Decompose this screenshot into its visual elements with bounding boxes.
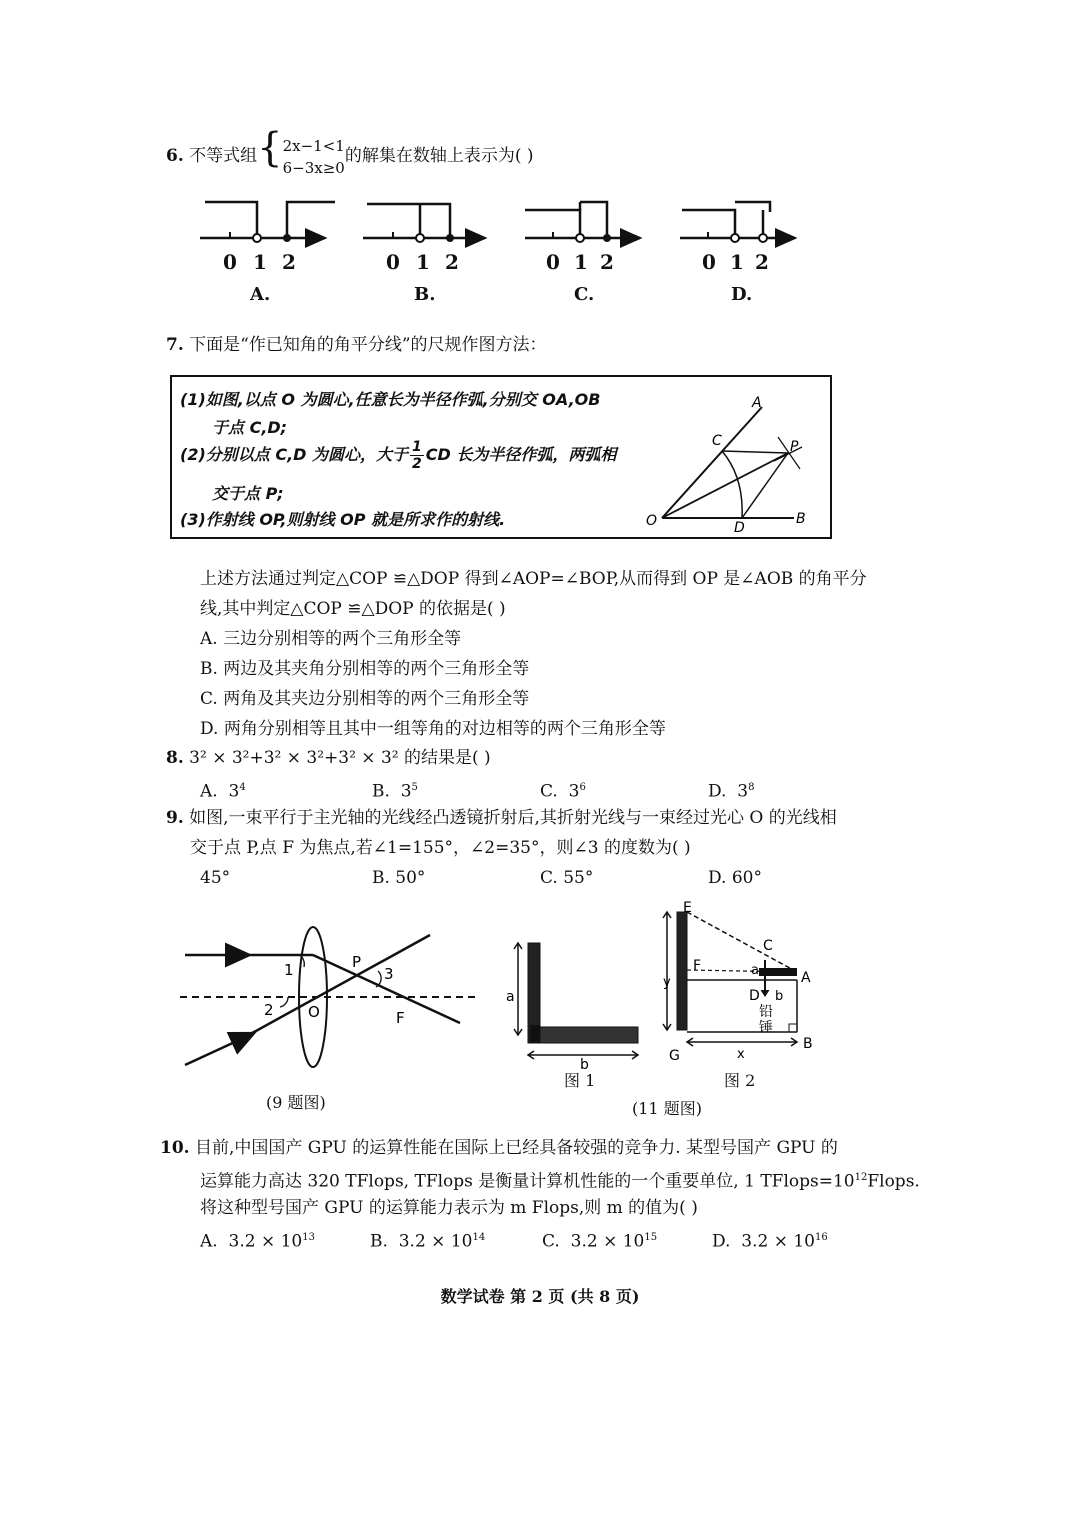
tick-1: 1 (730, 250, 744, 274)
tick-1: 1 (574, 250, 588, 274)
q8-stem (166, 743, 491, 773)
q10-line2-exponent: 12 (854, 1172, 868, 1183)
angle-1-label: 1 (284, 961, 294, 979)
option-b[interactable]: B. (414, 284, 436, 305)
q9-option-d[interactable]: D. 60° (708, 868, 762, 888)
q6-stem (166, 125, 534, 179)
tick-0: 0 (702, 250, 716, 274)
q8-option-a[interactable]: A. $3^4$ (200, 781, 246, 802)
fig2-b-point-label: B (803, 1036, 813, 1052)
q8-text: 3² × 3²+3² × 3²+3² × 3² 的结果是( ) (189, 748, 491, 768)
q10-option-a[interactable]: A. $3.2 \times 10^{13}$ (200, 1231, 315, 1252)
fig2-y-label: y (663, 975, 671, 990)
q9-option-c[interactable]: C. 55° (540, 868, 594, 888)
point-f-label: F (396, 1009, 405, 1027)
label-b: B (796, 511, 806, 527)
step-1b: 于点 C,D; (212, 418, 288, 437)
q9-stem (166, 803, 837, 833)
number-line-a (200, 202, 335, 242)
q6-number: 6. (166, 146, 184, 166)
number-line-b (363, 204, 485, 242)
q10-line3: 将这种型号国产 GPU 的运算能力表示为 m Flops,则 m 的值为( ) (200, 1198, 698, 1218)
construction-box (170, 375, 832, 539)
carpenter-square-fig2 (655, 900, 825, 1070)
label-d: D (734, 520, 745, 535)
fig1-caption: 图 1 (564, 1071, 596, 1090)
fig2-f-label: F (693, 958, 702, 974)
fig2-a-point-label: A (801, 970, 811, 986)
q7-option-d[interactable]: D. 两角分别相等且其中一组等角的对边相等的两个三角形全等 (200, 719, 666, 739)
q10-line2-pre: 运算能力高达 320 TFlops, TFlops 是衡量计算机性能的一个重要单位, 1 TFlops=10 (200, 1171, 855, 1192)
q7-option-c[interactable]: C. 两角及其夹边分别相等的两个三角形全等 (200, 689, 530, 709)
fig2-weight-char1: 铅 (759, 1004, 773, 1020)
fig2-x-label: x (737, 1047, 745, 1062)
tick-0: 0 (546, 250, 560, 274)
tick-1: 1 (253, 250, 267, 274)
q7-option-a[interactable]: A. 三边分别相等的两个三角形全等 (200, 629, 462, 649)
q7-question-line2: 线,其中判定△COP ≌△DOP 的依据是( ) (200, 599, 506, 619)
step-2a-pre: (2)分别以点 C,D 为圆心，大于 (180, 445, 409, 464)
inequality-1: 2x−1<1 (282, 136, 345, 155)
q6-prefix: 不等式组 (189, 146, 258, 166)
tick-2: 2 (755, 250, 769, 274)
q8-options (200, 773, 900, 803)
fraction-numerator: 1 (412, 439, 422, 455)
label-a: A (752, 395, 762, 411)
step-2a-post: CD 长为半径作弧，两弧相 (425, 445, 617, 464)
label-c: C (712, 433, 722, 449)
q7-number: 7. (166, 335, 184, 355)
fig2-e-label: E (683, 900, 692, 916)
angle-2-label: 2 (264, 1001, 274, 1019)
fraction-denominator: 2 (412, 456, 422, 472)
angle-3-label: 3 (384, 965, 394, 983)
q10-stem (160, 1133, 838, 1163)
step-2b: 交于点 P; (212, 484, 284, 503)
tick-0: 0 (223, 250, 237, 274)
q7-intro: 下面是“作已知角的角平分线”的尺规作图方法： (189, 335, 547, 355)
tick-2: 2 (445, 250, 459, 274)
q10-line2 (200, 1163, 920, 1197)
q9-option-b[interactable]: B. 50° (372, 868, 426, 888)
q7-stem (166, 330, 547, 360)
fig1-b-label: b (580, 1057, 589, 1073)
point-o-label: O (308, 1003, 320, 1021)
q10-option-c[interactable]: C. $3.2 \times 10^{15}$ (542, 1231, 658, 1252)
option-d[interactable]: D. (731, 284, 753, 305)
q10-option-b[interactable]: B. $3.2 \times 10^{14}$ (370, 1231, 486, 1252)
label-o: O (646, 513, 658, 529)
carpenter-square-fig1 (500, 935, 650, 1075)
q8-option-b[interactable]: B. $3^5$ (372, 781, 418, 802)
fraction-half (410, 439, 424, 472)
fig2-weight-char2: 锤 (759, 1020, 773, 1036)
number-line-d (680, 202, 795, 242)
q8-option-d[interactable]: D. $3^8$ (708, 781, 755, 802)
fig2-d-label: D (749, 988, 760, 1004)
q6-suffix: 的解集在数轴上表示为( ) (344, 146, 534, 166)
step-1a: (1)如图,以点 O 为圆心,任意长为半径作弧,分别交 OA,OB (180, 390, 601, 409)
q10-option-d[interactable]: D. $3.2 \times 10^{16}$ (712, 1231, 828, 1252)
q7-question-line1: 上述方法通过判定△COP ≌△DOP 得到∠AOP=∠BOP,从而得到 OP 是∠AOB 的角平分 (200, 569, 867, 589)
q9-line1: 如图,一束平行于主光轴的光线经凸透镜折射后,其折射光线与一束经过光心 O 的光线相 (189, 808, 837, 828)
page-footer: 数学试卷 第 2 页 (共 8 页) (440, 1287, 640, 1306)
inequality-2: 6−3x≥0 (282, 158, 345, 177)
q9-options (200, 863, 900, 893)
system-brace: { (257, 125, 283, 171)
fig2-b-label: b (775, 989, 784, 1004)
q8-number: 8. (166, 748, 184, 768)
step-3: (3)作射线 OP,则射线 OP 就是所求作的射线. (180, 510, 506, 529)
q10-options (200, 1223, 900, 1253)
q9-option-a[interactable]: 45° (200, 868, 231, 888)
number-line-c (525, 202, 640, 242)
q10-number: 10. (160, 1138, 190, 1158)
fig2-a-label: a (751, 963, 759, 978)
lens-figure (180, 915, 480, 1075)
q10-line2-post: Flops. (867, 1171, 920, 1192)
fig2-c-label: C (763, 938, 773, 954)
q10-line1: 目前,中国国产 GPU 的运算性能在国际上已经具备较强的竞争力. 某型号国产 GPU 的 (194, 1138, 838, 1158)
q9-line2: 交于点 P,点 F 为焦点,若∠1=155°，∠2=35°，则∠3 的度数为( ) (190, 838, 691, 858)
q9-number: 9. (166, 808, 184, 828)
label-p: P (790, 439, 799, 455)
q9-figure-caption: (9 题图) (266, 1093, 326, 1112)
tick-0: 0 (386, 250, 400, 274)
q8-option-c[interactable]: C. $3^6$ (540, 781, 586, 802)
tick-2: 2 (282, 250, 296, 274)
point-p-label: P (352, 953, 362, 971)
q11-figure-caption: (11 题图) (632, 1099, 702, 1118)
angle-bisector-figure (644, 395, 824, 535)
step-2a (180, 439, 616, 472)
fig2-caption: 图 2 (724, 1071, 756, 1090)
fig2-g-label: G (669, 1048, 680, 1064)
fig1-a-label: a (506, 989, 515, 1005)
inequality-system (283, 135, 345, 179)
tick-2: 2 (600, 250, 614, 274)
tick-1: 1 (416, 250, 430, 274)
option-c[interactable]: C. (574, 284, 595, 305)
option-a[interactable]: A. (250, 284, 271, 305)
q6-tick-labels (220, 250, 820, 280)
q7-option-b[interactable]: B. 两边及其夹角分别相等的两个三角形全等 (200, 659, 530, 679)
